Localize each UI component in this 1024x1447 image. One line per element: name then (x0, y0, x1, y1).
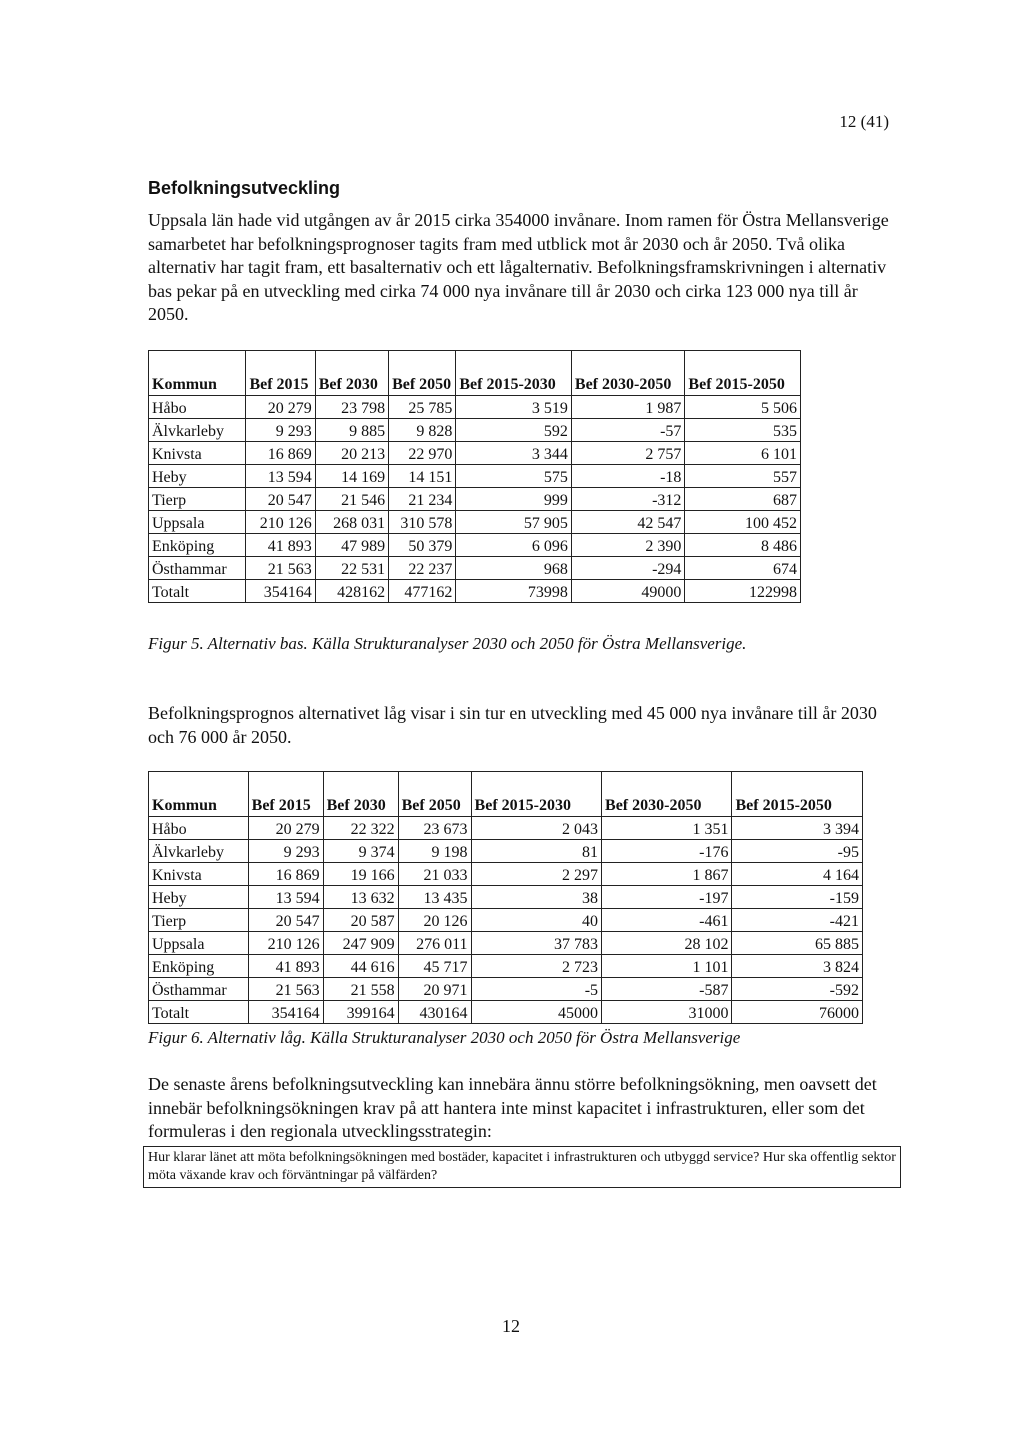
value-cell: 40 (471, 909, 601, 932)
value-cell: 22 531 (315, 557, 388, 580)
value-cell: 14 151 (389, 465, 456, 488)
value-cell: 3 394 (732, 817, 863, 840)
table-row (149, 465, 801, 488)
kommun-cell: Enköping (149, 534, 246, 557)
figure-6-caption: Figur 6. Alternativ låg. Källa Strukturanalyser 2030 och 2050 för Östra Mellansverige (148, 1028, 741, 1047)
value-cell: 354164 (246, 580, 315, 603)
value-cell: 3 344 (456, 442, 572, 465)
value-cell: -95 (732, 840, 863, 863)
header-kommun: Kommun (149, 772, 249, 817)
value-cell: 47 989 (315, 534, 388, 557)
value-cell: 23 673 (398, 817, 471, 840)
table-row (149, 955, 863, 978)
value-cell: 2 723 (471, 955, 601, 978)
table-row (149, 442, 801, 465)
kommun-cell: Knivsta (149, 863, 249, 886)
value-cell: 49000 (571, 580, 685, 603)
lag-paragraph: Befolkningsprognos alternativet låg visar i sin tur en utveckling med 45 000 nya invånare till år 2030 och 76 000 år 2050. (148, 703, 877, 747)
value-cell: 9 374 (323, 840, 398, 863)
value-cell: 1 987 (571, 396, 685, 419)
value-cell: 20 547 (246, 488, 315, 511)
table-row (149, 863, 863, 886)
value-cell: 9 198 (398, 840, 471, 863)
kommun-cell: Uppsala (149, 511, 246, 534)
value-cell: 20 279 (246, 396, 315, 419)
value-cell: 276 011 (398, 932, 471, 955)
value-cell: 13 435 (398, 886, 471, 909)
kommun-cell: Heby (149, 886, 249, 909)
header-bef-2030: Bef 2030 (315, 351, 388, 396)
value-cell: 2 757 (571, 442, 685, 465)
table-row (149, 488, 801, 511)
value-cell: 13 594 (246, 465, 315, 488)
value-cell: 2 297 (471, 863, 601, 886)
value-cell: 354164 (248, 1001, 323, 1024)
value-cell: 210 126 (246, 511, 315, 534)
kommun-cell: Älvkarleby (149, 840, 249, 863)
value-cell: 9 885 (315, 419, 388, 442)
value-cell: 14 169 (315, 465, 388, 488)
table-row (149, 840, 863, 863)
value-cell: 16 869 (246, 442, 315, 465)
header-bef-2015-2030: Bef 2015-2030 (471, 772, 601, 817)
kommun-cell: Heby (149, 465, 246, 488)
header-kommun: Kommun (149, 351, 246, 396)
value-cell: 9 293 (248, 840, 323, 863)
kommun-cell: Knivsta (149, 442, 246, 465)
table-alternativ-bas (148, 350, 801, 603)
value-cell: 81 (471, 840, 601, 863)
closing-paragraph: De senaste årens befolkningsutveckling kan innebära ännu större befolkningsökning, men oavsett det innebär befolkningsökningen krav på att hantera inte minst kapacitet i infrastrukturen, eller som det formuleras i den regionala utvecklingsstrategin: (148, 1074, 877, 1142)
table-row (149, 932, 863, 955)
value-cell: 575 (456, 465, 572, 488)
value-cell: 6 101 (685, 442, 801, 465)
figure-5-caption: Figur 5. Alternativ bas. Källa Strukturanalyser 2030 och 2050 för Östra Mellansverige. (148, 634, 747, 653)
table-row (149, 580, 801, 603)
value-cell: 592 (456, 419, 572, 442)
page-label: 12 (41) (839, 112, 889, 131)
strategy-quote-box: Hur klarar länet att möta befolkningsökningen med bostäder, kapacitet i infrastrukturen och utbyggd service? Hur ska offentlig sektor möta växande krav och förväntningar på välfärden? (143, 1146, 901, 1188)
kommun-cell: Totalt (149, 1001, 249, 1024)
value-cell: 23 798 (315, 396, 388, 419)
value-cell: 687 (685, 488, 801, 511)
header-bef-2050: Bef 2050 (398, 772, 471, 817)
value-cell: 430164 (398, 1001, 471, 1024)
value-cell: 41 893 (248, 955, 323, 978)
value-cell: 477162 (389, 580, 456, 603)
value-cell: 399164 (323, 1001, 398, 1024)
header-bef-2050: Bef 2050 (389, 351, 456, 396)
value-cell: 76000 (732, 1001, 863, 1024)
value-cell: 22 237 (389, 557, 456, 580)
value-cell: 21 234 (389, 488, 456, 511)
header-bef-2015-2030: Bef 2015-2030 (456, 351, 572, 396)
value-cell: 50 379 (389, 534, 456, 557)
value-cell: -592 (732, 978, 863, 1001)
value-cell: 428162 (315, 580, 388, 603)
value-cell: 37 783 (471, 932, 601, 955)
value-cell: 41 893 (246, 534, 315, 557)
value-cell: 13 632 (323, 886, 398, 909)
kommun-cell: Totalt (149, 580, 246, 603)
value-cell: 45000 (471, 1001, 601, 1024)
value-cell: 268 031 (315, 511, 388, 534)
value-cell: 45 717 (398, 955, 471, 978)
header-bef-2015-2050: Bef 2015-2050 (685, 351, 801, 396)
value-cell: 20 971 (398, 978, 471, 1001)
table-row (149, 978, 863, 1001)
value-cell: 73998 (456, 580, 572, 603)
kommun-cell: Håbo (149, 817, 249, 840)
value-cell: 22 970 (389, 442, 456, 465)
value-cell: 1 101 (602, 955, 732, 978)
table-row (149, 886, 863, 909)
value-cell: 557 (685, 465, 801, 488)
header-bef-2015: Bef 2015 (246, 351, 315, 396)
value-cell: 21 563 (248, 978, 323, 1001)
value-cell: 20 587 (323, 909, 398, 932)
value-cell: 38 (471, 886, 601, 909)
value-cell: 21 546 (315, 488, 388, 511)
header-bef-2030-2050: Bef 2030-2050 (602, 772, 732, 817)
value-cell: -57 (571, 419, 685, 442)
value-cell: 247 909 (323, 932, 398, 955)
value-cell: -5 (471, 978, 601, 1001)
value-cell: 9 828 (389, 419, 456, 442)
table-row (149, 511, 801, 534)
kommun-cell: Uppsala (149, 932, 249, 955)
table-row (149, 1001, 863, 1024)
value-cell: 13 594 (248, 886, 323, 909)
value-cell: 22 322 (323, 817, 398, 840)
value-cell: -587 (602, 978, 732, 1001)
value-cell: 21 563 (246, 557, 315, 580)
value-cell: 31000 (602, 1001, 732, 1024)
kommun-cell: Tierp (149, 488, 246, 511)
value-cell: 20 213 (315, 442, 388, 465)
value-cell: -461 (602, 909, 732, 932)
value-cell: 20 547 (248, 909, 323, 932)
value-cell: 20 126 (398, 909, 471, 932)
value-cell: -18 (571, 465, 685, 488)
header-bef-2030: Bef 2030 (323, 772, 398, 817)
value-cell: 968 (456, 557, 572, 580)
header-bef-2015-2050: Bef 2015-2050 (732, 772, 863, 817)
table-row (149, 419, 801, 442)
value-cell: 310 578 (389, 511, 456, 534)
value-cell: 20 279 (248, 817, 323, 840)
value-cell: -294 (571, 557, 685, 580)
value-cell: 3 824 (732, 955, 863, 978)
value-cell: 57 905 (456, 511, 572, 534)
table-header-row (149, 772, 863, 817)
header-bef-2015: Bef 2015 (248, 772, 323, 817)
table-row (149, 534, 801, 557)
value-cell: 999 (456, 488, 572, 511)
table-row (149, 396, 801, 419)
value-cell: -176 (602, 840, 732, 863)
kommun-cell: Enköping (149, 955, 249, 978)
value-cell: 25 785 (389, 396, 456, 419)
value-cell: -197 (602, 886, 732, 909)
kommun-cell: Tierp (149, 909, 249, 932)
value-cell: 21 033 (398, 863, 471, 886)
value-cell: 6 096 (456, 534, 572, 557)
value-cell: 2 043 (471, 817, 601, 840)
value-cell: 1 351 (602, 817, 732, 840)
value-cell: 42 547 (571, 511, 685, 534)
value-cell: 535 (685, 419, 801, 442)
value-cell: 8 486 (685, 534, 801, 557)
kommun-cell: Håbo (149, 396, 246, 419)
table-row (149, 557, 801, 580)
value-cell: 21 558 (323, 978, 398, 1001)
value-cell: 19 166 (323, 863, 398, 886)
value-cell: 674 (685, 557, 801, 580)
kommun-cell: Östhammar (149, 978, 249, 1001)
value-cell: 44 616 (323, 955, 398, 978)
section-heading: Befolkningsutveckling (148, 178, 341, 198)
intro-paragraph: Uppsala län hade vid utgången av år 2015 cirka 354000 invånare. Inom ramen för Östra Mellansverige samarbetet har befolkningsprognoser tagits fram med utblick mot år 2030 och år 2050. Två olika alternativ har tagit fram, ett basalternativ och ett lågalternativ. Befolkningsframskrivningen i alternativ bas pekar på en utveckling med cirka 74 000 nya invånare till år 2030 och cirka 123 000 nya till år 2050. (148, 210, 889, 325)
kommun-cell: Östhammar (149, 557, 246, 580)
kommun-cell: Älvkarleby (149, 419, 246, 442)
value-cell: 210 126 (248, 932, 323, 955)
value-cell: 122998 (685, 580, 801, 603)
table-header-row (149, 351, 801, 396)
value-cell: 2 390 (571, 534, 685, 557)
value-cell: 3 519 (456, 396, 572, 419)
table-alternativ-lag (148, 771, 863, 1024)
value-cell: 4 164 (732, 863, 863, 886)
value-cell: -312 (571, 488, 685, 511)
header-bef-2030-2050: Bef 2030-2050 (571, 351, 685, 396)
table-row (149, 817, 863, 840)
value-cell: 9 293 (246, 419, 315, 442)
value-cell: 28 102 (602, 932, 732, 955)
table-row (149, 909, 863, 932)
value-cell: 65 885 (732, 932, 863, 955)
value-cell: -159 (732, 886, 863, 909)
value-cell: -421 (732, 909, 863, 932)
value-cell: 100 452 (685, 511, 801, 534)
value-cell: 5 506 (685, 396, 801, 419)
value-cell: 16 869 (248, 863, 323, 886)
value-cell: 1 867 (602, 863, 732, 886)
page-number: 12 (502, 1316, 520, 1336)
